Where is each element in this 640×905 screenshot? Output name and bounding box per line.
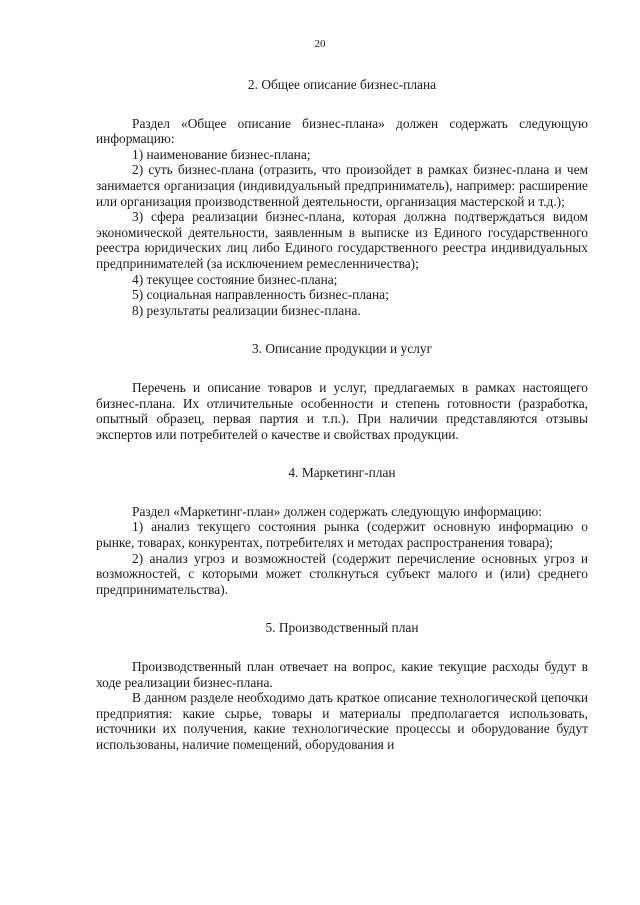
section-general-description [96, 77, 588, 318]
section-heading: 2. Общее описание бизнес-плана [247, 77, 437, 92]
list-item: 3) сфера реализации бизнес-плана, которая должна подтверждаться видом экономической деятельности, заявленным в выписке из Единого государственного реестра юридических лиц либо Единого государственного реестра индивидуальных предпринимателей (за исключением ремесленничества); [96, 209, 588, 271]
list-item: 5) социальная направленность бизнес-плана; [132, 287, 389, 303]
section-products-services [96, 341, 588, 442]
list-item: 2) суть бизнес-плана (отразить, что произойдет в рамках бизнес-плана и чем занимается организация (индивидуальный предприниматель), например: расширение или организация производственной деятельности, организация мастерской и т.д.); [96, 162, 588, 209]
paragraph: Раздел «Маркетинг-план» должен содержать следующую информацию: [132, 503, 542, 519]
section-heading: 3. Описание продукции и услуг [251, 341, 433, 357]
section-heading: 5. Производственный план [265, 620, 419, 636]
paragraph: В данном разделе необходимо дать краткое описание технологической цепочки предприятия: какие сырье, товары и материалы предполагается использовать, источники их получения, какие технологические процессы и оборудование будут использованы, наличие помещений, оборудования и [96, 690, 588, 752]
list-item: 1) наименование бизнес-плана; [132, 146, 311, 162]
list-item: 2) анализ угроз и возможностей (содержит перечисление основных угроз и возможностей, с которыми может столкнуться субъект малого и (или) среднего предпринимательства). [96, 550, 588, 597]
paragraph: Перечень и описание товаров и услуг, предлагаемых в рамках настоящего бизнес-плана. Их отличительные особенности и степень готовности (разработка, опытный образец, первая партия и т.п.). При наличии представляются отзывы экспертов или потребителей о качестве и свойствах продукции. [96, 379, 588, 442]
page-number: 20 [314, 38, 326, 50]
paragraph: Производственный план отвечает на вопрос, какие текущие расходы будут в ходе реализации бизнес-плана. [96, 659, 588, 690]
section-marketing-plan [96, 465, 588, 597]
list-item: 8) результаты реализации бизнес-плана. [132, 302, 361, 318]
section-heading: 4. Маркетинг-план [288, 465, 396, 481]
document-body [96, 70, 588, 753]
list-item: 4) текущее состояние бизнес-плана; [132, 271, 338, 287]
paragraph: Раздел «Общее описание бизнес-плана» должен содержать следующую информацию: [96, 115, 588, 147]
section-production-plan [96, 620, 588, 752]
list-item: 1) анализ текущего состояния рынка (содержит основную информацию о рынке, товарах, конкурентах, потребителях и методах распространения товара); [96, 519, 588, 551]
